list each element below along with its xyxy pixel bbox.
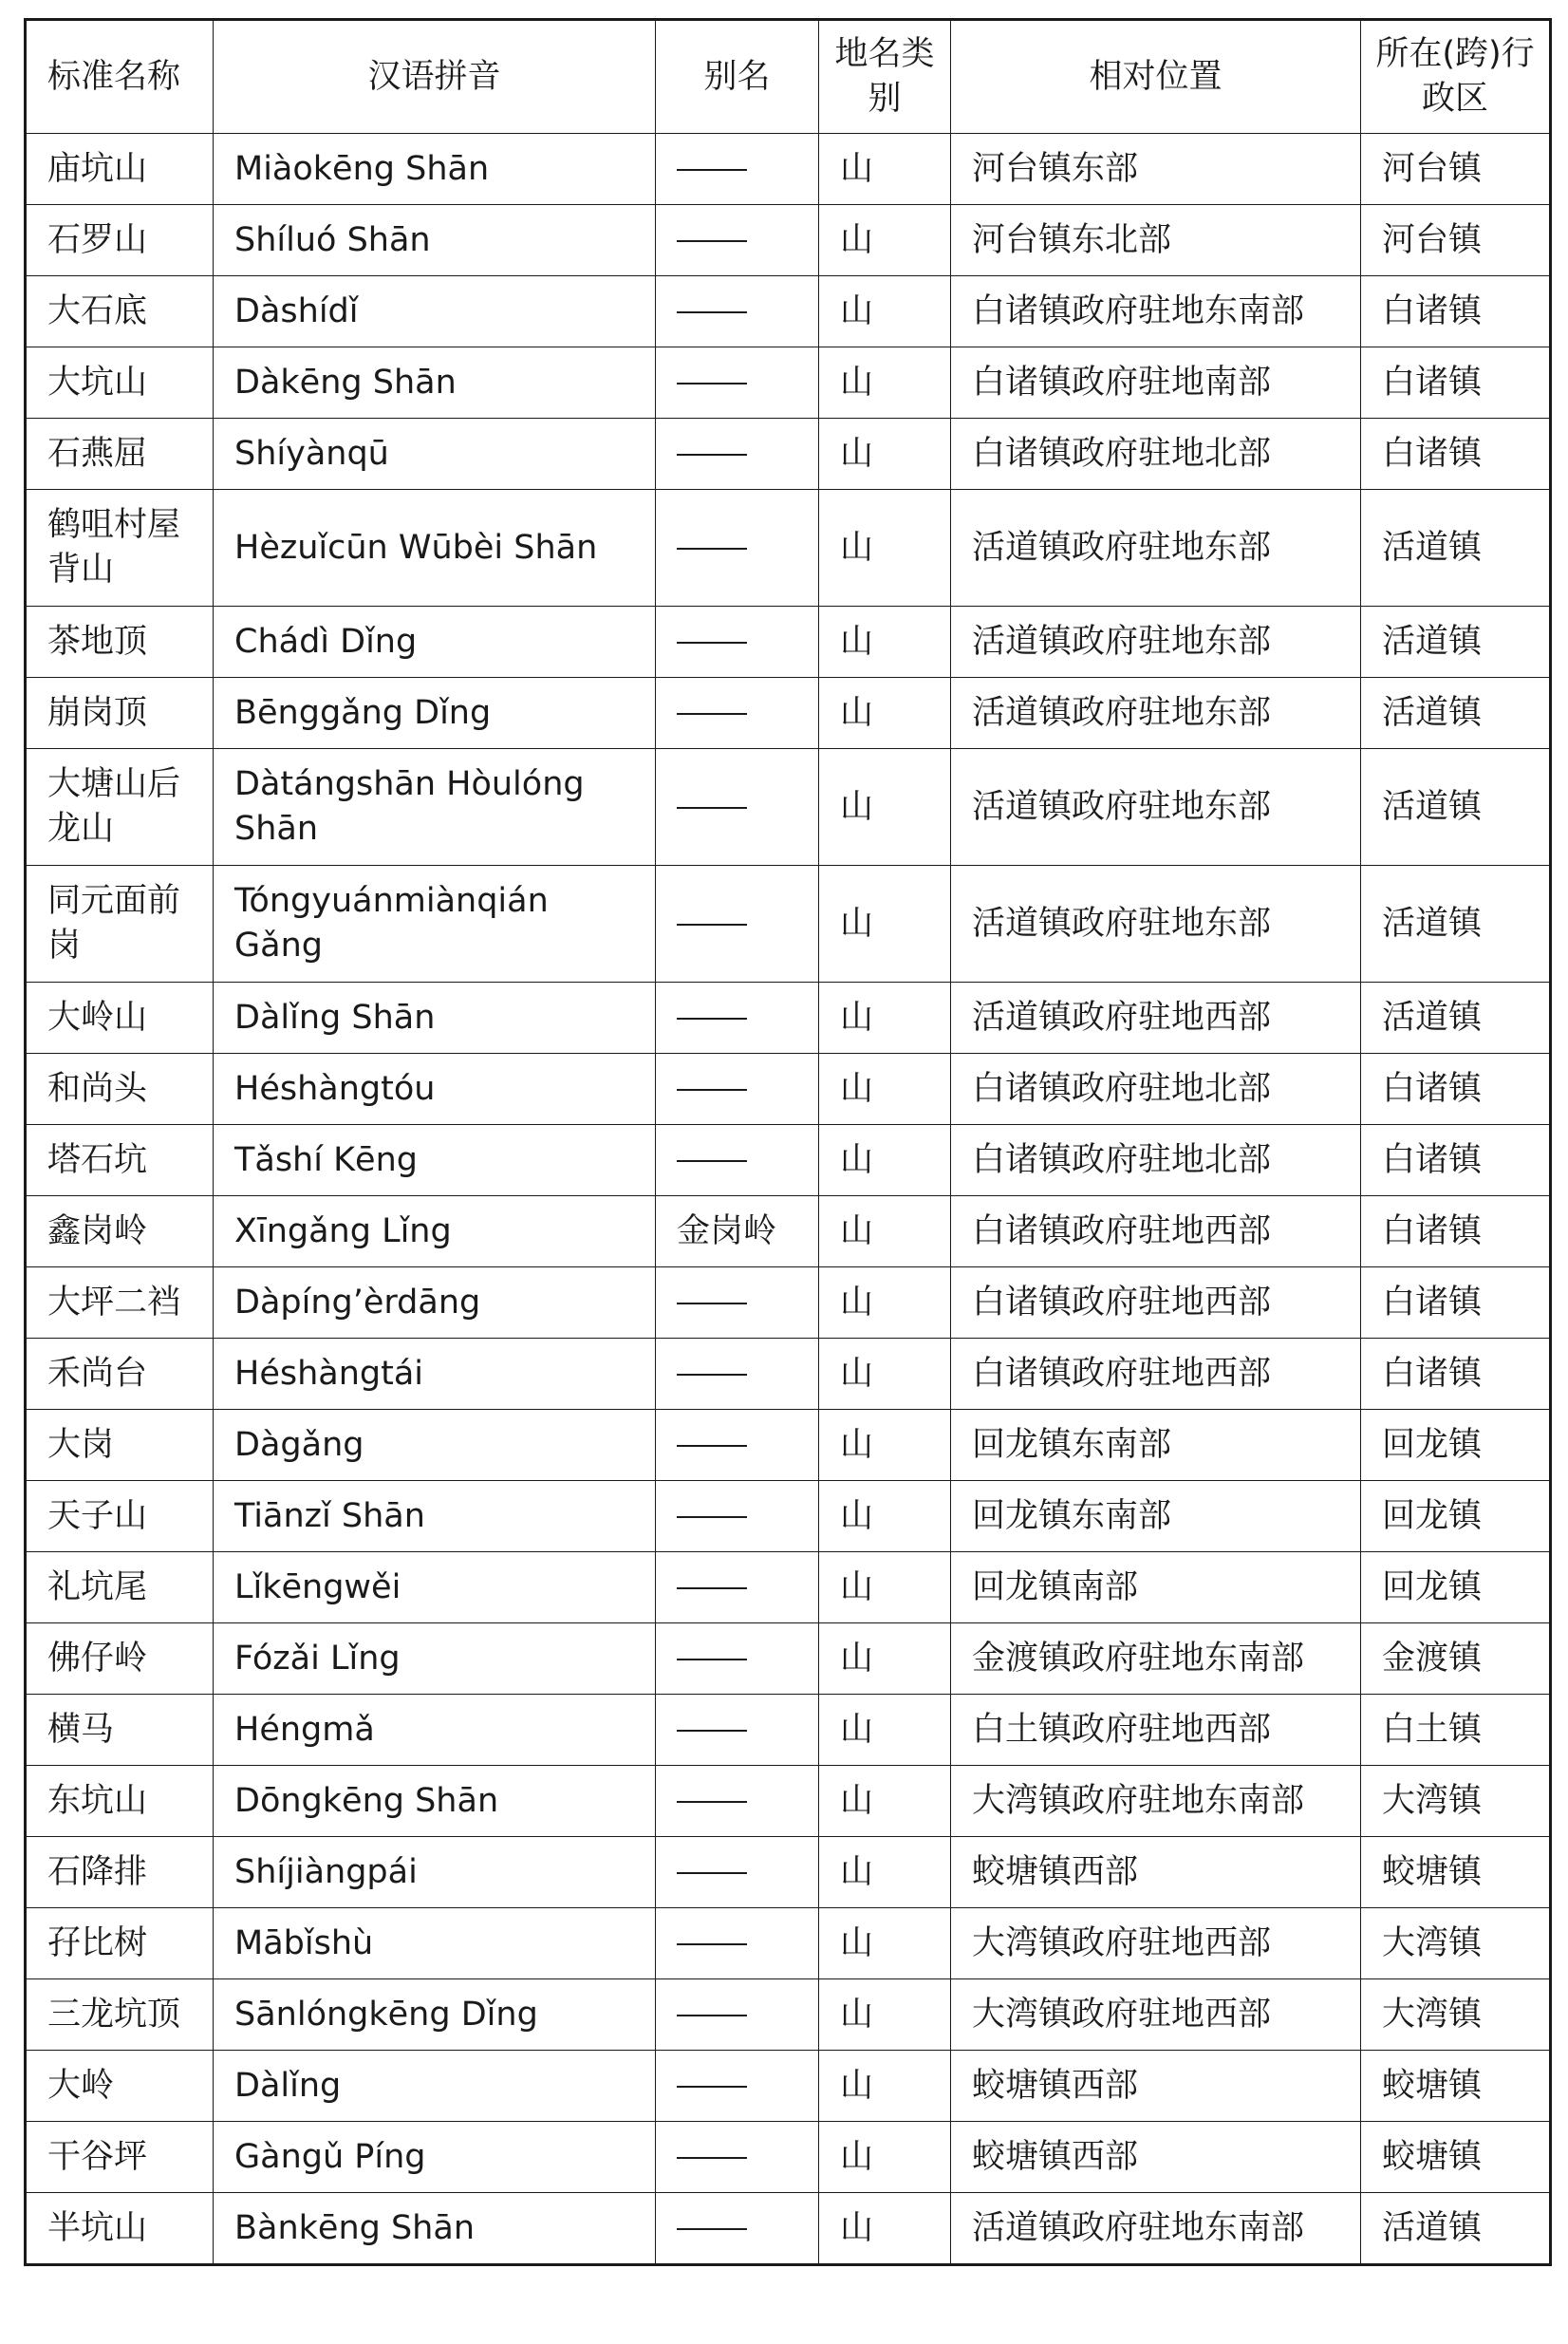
- cell-category: 山: [819, 678, 951, 749]
- empty-dash: [677, 713, 747, 715]
- cell-alias: [656, 1267, 819, 1339]
- cell-standard-name: 石燕屈: [26, 419, 214, 490]
- header-alias: 别名: [656, 20, 819, 134]
- empty-dash: [677, 548, 747, 550]
- cell-standard-name: 大石底: [26, 276, 214, 347]
- cell-pinyin: Lǐkēngwěi: [214, 1552, 656, 1623]
- cell-category: 山: [819, 1623, 951, 1695]
- empty-dash: [677, 2015, 747, 2016]
- table-row: [26, 1339, 1551, 1410]
- cell-standard-name: 大塘山后龙山: [26, 749, 214, 866]
- cell-relative-position: 活道镇政府驻地东部: [951, 607, 1361, 678]
- cell-alias: [656, 134, 819, 205]
- cell-district: 活道镇: [1361, 490, 1551, 607]
- table-row: [26, 1837, 1551, 1908]
- cell-relative-position: 回龙镇东南部: [951, 1410, 1361, 1481]
- cell-category: 山: [819, 1481, 951, 1552]
- table-row: [26, 1125, 1551, 1196]
- cell-category: 山: [819, 607, 951, 678]
- cell-category: 山: [819, 419, 951, 490]
- cell-standard-name: 崩岗顶: [26, 678, 214, 749]
- place-name-table: [24, 18, 1552, 2266]
- cell-district: 白诸镇: [1361, 1054, 1551, 1125]
- empty-dash: [677, 924, 747, 926]
- cell-pinyin: Xīngǎng Lǐng: [214, 1196, 656, 1267]
- cell-alias: [656, 1125, 819, 1196]
- cell-category: 山: [819, 749, 951, 866]
- table-row: [26, 1552, 1551, 1623]
- table-row: [26, 347, 1551, 419]
- cell-standard-name: 石降排: [26, 1837, 214, 1908]
- empty-dash: [677, 169, 747, 171]
- table-row: [26, 983, 1551, 1054]
- cell-standard-name: 东坑山: [26, 1766, 214, 1837]
- cell-pinyin: Mābǐshù: [214, 1908, 656, 1979]
- header-row: [26, 20, 1551, 134]
- cell-relative-position: 蛟塘镇西部: [951, 2051, 1361, 2122]
- cell-relative-position: 蛟塘镇西部: [951, 2122, 1361, 2193]
- cell-standard-name: 孖比树: [26, 1908, 214, 1979]
- cell-alias: [656, 1837, 819, 1908]
- cell-alias: [656, 1552, 819, 1623]
- cell-category: 山: [819, 1979, 951, 2051]
- empty-dash: [677, 1730, 747, 1732]
- cell-alias: [656, 607, 819, 678]
- cell-relative-position: 白诸镇政府驻地西部: [951, 1267, 1361, 1339]
- empty-dash: [677, 2228, 747, 2230]
- header-relative-position: 相对位置: [951, 20, 1361, 134]
- table-row: [26, 1695, 1551, 1766]
- cell-category: 山: [819, 134, 951, 205]
- empty-dash: [677, 383, 747, 384]
- empty-dash: [677, 642, 747, 644]
- cell-relative-position: 活道镇政府驻地东南部: [951, 2193, 1361, 2265]
- cell-alias: [656, 1410, 819, 1481]
- cell-alias: [656, 2193, 819, 2265]
- cell-pinyin: Dàtángshān Hòulóng Shān: [214, 749, 656, 866]
- empty-dash: [677, 1445, 747, 1447]
- cell-standard-name: 茶地顶: [26, 607, 214, 678]
- cell-district: 白土镇: [1361, 1695, 1551, 1766]
- cell-alias: [656, 1766, 819, 1837]
- cell-district: 活道镇: [1361, 607, 1551, 678]
- cell-relative-position: 白诸镇政府驻地北部: [951, 1054, 1361, 1125]
- cell-standard-name: 三龙坑顶: [26, 1979, 214, 2051]
- cell-category: 山: [819, 1908, 951, 1979]
- cell-category: 山: [819, 1267, 951, 1339]
- empty-dash: [677, 1089, 747, 1091]
- cell-district: 蛟塘镇: [1361, 2051, 1551, 2122]
- table-row: [26, 1481, 1551, 1552]
- cell-district: 大湾镇: [1361, 1979, 1551, 2051]
- empty-dash: [677, 2157, 747, 2159]
- cell-relative-position: 大湾镇政府驻地西部: [951, 1908, 1361, 1979]
- cell-pinyin: Shíjiàngpái: [214, 1837, 656, 1908]
- cell-district: 白诸镇: [1361, 1125, 1551, 1196]
- cell-pinyin: Miàokēng Shān: [214, 134, 656, 205]
- cell-relative-position: 白土镇政府驻地西部: [951, 1695, 1361, 1766]
- table-row: [26, 205, 1551, 276]
- cell-alias: [656, 347, 819, 419]
- cell-category: 山: [819, 1552, 951, 1623]
- cell-relative-position: 活道镇政府驻地西部: [951, 983, 1361, 1054]
- cell-district: 大湾镇: [1361, 1766, 1551, 1837]
- cell-category: 山: [819, 490, 951, 607]
- empty-dash: [677, 1018, 747, 1020]
- cell-alias: [656, 1054, 819, 1125]
- empty-dash: [677, 807, 747, 809]
- cell-standard-name: 同元面前岗: [26, 866, 214, 983]
- cell-relative-position: 大湾镇政府驻地西部: [951, 1979, 1361, 2051]
- table-row: [26, 749, 1551, 866]
- cell-pinyin: Héshàngtóu: [214, 1054, 656, 1125]
- empty-dash: [677, 454, 747, 456]
- empty-dash: [677, 311, 747, 313]
- cell-pinyin: Shíluó Shān: [214, 205, 656, 276]
- cell-pinyin: Dàshídǐ: [214, 276, 656, 347]
- table-row: [26, 419, 1551, 490]
- cell-standard-name: 塔石坑: [26, 1125, 214, 1196]
- cell-alias: [656, 276, 819, 347]
- cell-standard-name: 庙坑山: [26, 134, 214, 205]
- cell-relative-position: 活道镇政府驻地东部: [951, 866, 1361, 983]
- cell-category: 山: [819, 1125, 951, 1196]
- table-row: [26, 1410, 1551, 1481]
- cell-category: 山: [819, 1837, 951, 1908]
- table-row: [26, 1267, 1551, 1339]
- empty-dash: [677, 2086, 747, 2088]
- cell-standard-name: 鑫岗岭: [26, 1196, 214, 1267]
- cell-standard-name: 佛仔岭: [26, 1623, 214, 1695]
- table-row: [26, 1766, 1551, 1837]
- cell-alias: [656, 983, 819, 1054]
- empty-dash: [677, 1943, 747, 1945]
- cell-category: 山: [819, 2051, 951, 2122]
- empty-dash: [677, 1516, 747, 1518]
- cell-district: 活道镇: [1361, 749, 1551, 866]
- cell-standard-name: 大岭山: [26, 983, 214, 1054]
- cell-category: 山: [819, 1054, 951, 1125]
- cell-pinyin: Fózǎi Lǐng: [214, 1623, 656, 1695]
- cell-pinyin: Dàlǐng: [214, 2051, 656, 2122]
- cell-pinyin: Dōngkēng Shān: [214, 1766, 656, 1837]
- cell-district: 蛟塘镇: [1361, 1837, 1551, 1908]
- cell-standard-name: 干谷坪: [26, 2122, 214, 2193]
- table-row: [26, 276, 1551, 347]
- header-standard-name: 标准名称: [26, 20, 214, 134]
- empty-dash: [677, 1872, 747, 1874]
- cell-standard-name: 石罗山: [26, 205, 214, 276]
- cell-pinyin: Dàlǐng Shān: [214, 983, 656, 1054]
- cell-standard-name: 天子山: [26, 1481, 214, 1552]
- cell-alias: [656, 2122, 819, 2193]
- cell-relative-position: 活道镇政府驻地东部: [951, 678, 1361, 749]
- cell-alias: [656, 2051, 819, 2122]
- cell-pinyin: Bēnggǎng Dǐng: [214, 678, 656, 749]
- cell-relative-position: 大湾镇政府驻地东南部: [951, 1766, 1361, 1837]
- cell-district: 河台镇: [1361, 134, 1551, 205]
- table-row: [26, 2122, 1551, 2193]
- cell-relative-position: 白诸镇政府驻地南部: [951, 347, 1361, 419]
- table-row: [26, 1054, 1551, 1125]
- cell-relative-position: 白诸镇政府驻地东南部: [951, 276, 1361, 347]
- cell-relative-position: 白诸镇政府驻地北部: [951, 419, 1361, 490]
- cell-district: 回龙镇: [1361, 1552, 1551, 1623]
- cell-standard-name: 和尚头: [26, 1054, 214, 1125]
- cell-relative-position: 回龙镇南部: [951, 1552, 1361, 1623]
- cell-alias: 金岗岭: [656, 1196, 819, 1267]
- cell-alias: [656, 1908, 819, 1979]
- cell-alias: [656, 490, 819, 607]
- cell-pinyin: Héshàngtái: [214, 1339, 656, 1410]
- cell-district: 白诸镇: [1361, 1339, 1551, 1410]
- cell-relative-position: 白诸镇政府驻地西部: [951, 1196, 1361, 1267]
- cell-relative-position: 白诸镇政府驻地北部: [951, 1125, 1361, 1196]
- table-row: [26, 1979, 1551, 2051]
- cell-relative-position: 活道镇政府驻地东部: [951, 749, 1361, 866]
- cell-standard-name: 大坑山: [26, 347, 214, 419]
- cell-category: 山: [819, 1196, 951, 1267]
- cell-pinyin: Dàkēng Shān: [214, 347, 656, 419]
- cell-alias: [656, 749, 819, 866]
- cell-alias: [656, 1623, 819, 1695]
- cell-pinyin: Dàgǎng: [214, 1410, 656, 1481]
- table-row: [26, 1623, 1551, 1695]
- cell-alias: [656, 1979, 819, 2051]
- cell-alias: [656, 866, 819, 983]
- empty-dash: [677, 1801, 747, 1803]
- cell-pinyin: Dàpíng’èrdāng: [214, 1267, 656, 1339]
- cell-district: 蛟塘镇: [1361, 2122, 1551, 2193]
- cell-pinyin: Chádì Dǐng: [214, 607, 656, 678]
- cell-pinyin: Shíyànqū: [214, 419, 656, 490]
- cell-alias: [656, 1695, 819, 1766]
- cell-relative-position: 河台镇东北部: [951, 205, 1361, 276]
- cell-relative-position: 白诸镇政府驻地西部: [951, 1339, 1361, 1410]
- table-row: [26, 607, 1551, 678]
- cell-category: 山: [819, 1410, 951, 1481]
- cell-relative-position: 河台镇东部: [951, 134, 1361, 205]
- cell-relative-position: 回龙镇东南部: [951, 1481, 1361, 1552]
- header-district: 所在(跨)行政区: [1361, 20, 1551, 134]
- empty-dash: [677, 1160, 747, 1162]
- cell-pinyin: Hèzuǐcūn Wūbèi Shān: [214, 490, 656, 607]
- cell-district: 回龙镇: [1361, 1410, 1551, 1481]
- cell-category: 山: [819, 347, 951, 419]
- cell-category: 山: [819, 205, 951, 276]
- cell-district: 白诸镇: [1361, 1267, 1551, 1339]
- cell-district: 活道镇: [1361, 866, 1551, 983]
- cell-standard-name: 大坪二裆: [26, 1267, 214, 1339]
- table-row: [26, 2193, 1551, 2265]
- cell-category: 山: [819, 2122, 951, 2193]
- cell-category: 山: [819, 866, 951, 983]
- empty-dash: [677, 1303, 747, 1304]
- cell-district: 活道镇: [1361, 983, 1551, 1054]
- table-row: [26, 1196, 1551, 1267]
- empty-dash: [677, 1659, 747, 1660]
- cell-standard-name: 礼坑尾: [26, 1552, 214, 1623]
- table-row: [26, 866, 1551, 983]
- cell-standard-name: 鹤咀村屋背山: [26, 490, 214, 607]
- cell-category: 山: [819, 1766, 951, 1837]
- cell-alias: [656, 1339, 819, 1410]
- cell-alias: [656, 419, 819, 490]
- header-pinyin: 汉语拼音: [214, 20, 656, 134]
- cell-pinyin: Sānlóngkēng Dǐng: [214, 1979, 656, 2051]
- empty-dash: [677, 1587, 747, 1589]
- cell-district: 白诸镇: [1361, 1196, 1551, 1267]
- cell-pinyin: Héngmǎ: [214, 1695, 656, 1766]
- cell-standard-name: 大岭: [26, 2051, 214, 2122]
- header-category: 地名类别: [819, 20, 951, 134]
- cell-standard-name: 半坑山: [26, 2193, 214, 2265]
- cell-alias: [656, 205, 819, 276]
- cell-district: 回龙镇: [1361, 1481, 1551, 1552]
- table-row: [26, 490, 1551, 607]
- cell-category: 山: [819, 1695, 951, 1766]
- cell-pinyin: Tiānzǐ Shān: [214, 1481, 656, 1552]
- cell-category: 山: [819, 276, 951, 347]
- cell-category: 山: [819, 2193, 951, 2265]
- cell-standard-name: 横马: [26, 1695, 214, 1766]
- empty-dash: [677, 240, 747, 242]
- table-row: [26, 2051, 1551, 2122]
- cell-alias: [656, 678, 819, 749]
- cell-district: 白诸镇: [1361, 276, 1551, 347]
- cell-district: 河台镇: [1361, 205, 1551, 276]
- cell-district: 活道镇: [1361, 678, 1551, 749]
- table-header: [26, 20, 1551, 134]
- cell-pinyin: Tǎshí Kēng: [214, 1125, 656, 1196]
- cell-district: 白诸镇: [1361, 419, 1551, 490]
- cell-relative-position: 蛟塘镇西部: [951, 1837, 1361, 1908]
- cell-district: 白诸镇: [1361, 347, 1551, 419]
- cell-standard-name: 禾尚台: [26, 1339, 214, 1410]
- cell-relative-position: 金渡镇政府驻地东南部: [951, 1623, 1361, 1695]
- cell-pinyin: Tóngyuánmiànqián Gǎng: [214, 866, 656, 983]
- table-row: [26, 1908, 1551, 1979]
- cell-standard-name: 大岗: [26, 1410, 214, 1481]
- empty-dash: [677, 1374, 747, 1376]
- cell-category: 山: [819, 983, 951, 1054]
- cell-district: 大湾镇: [1361, 1908, 1551, 1979]
- cell-district: 活道镇: [1361, 2193, 1551, 2265]
- cell-pinyin: Bànkēng Shān: [214, 2193, 656, 2265]
- cell-category: 山: [819, 1339, 951, 1410]
- cell-district: 金渡镇: [1361, 1623, 1551, 1695]
- cell-relative-position: 活道镇政府驻地东部: [951, 490, 1361, 607]
- table-row: [26, 678, 1551, 749]
- cell-alias: [656, 1481, 819, 1552]
- table-row: [26, 134, 1551, 205]
- table-body: [26, 134, 1551, 2265]
- cell-pinyin: Gàngǔ Píng: [214, 2122, 656, 2193]
